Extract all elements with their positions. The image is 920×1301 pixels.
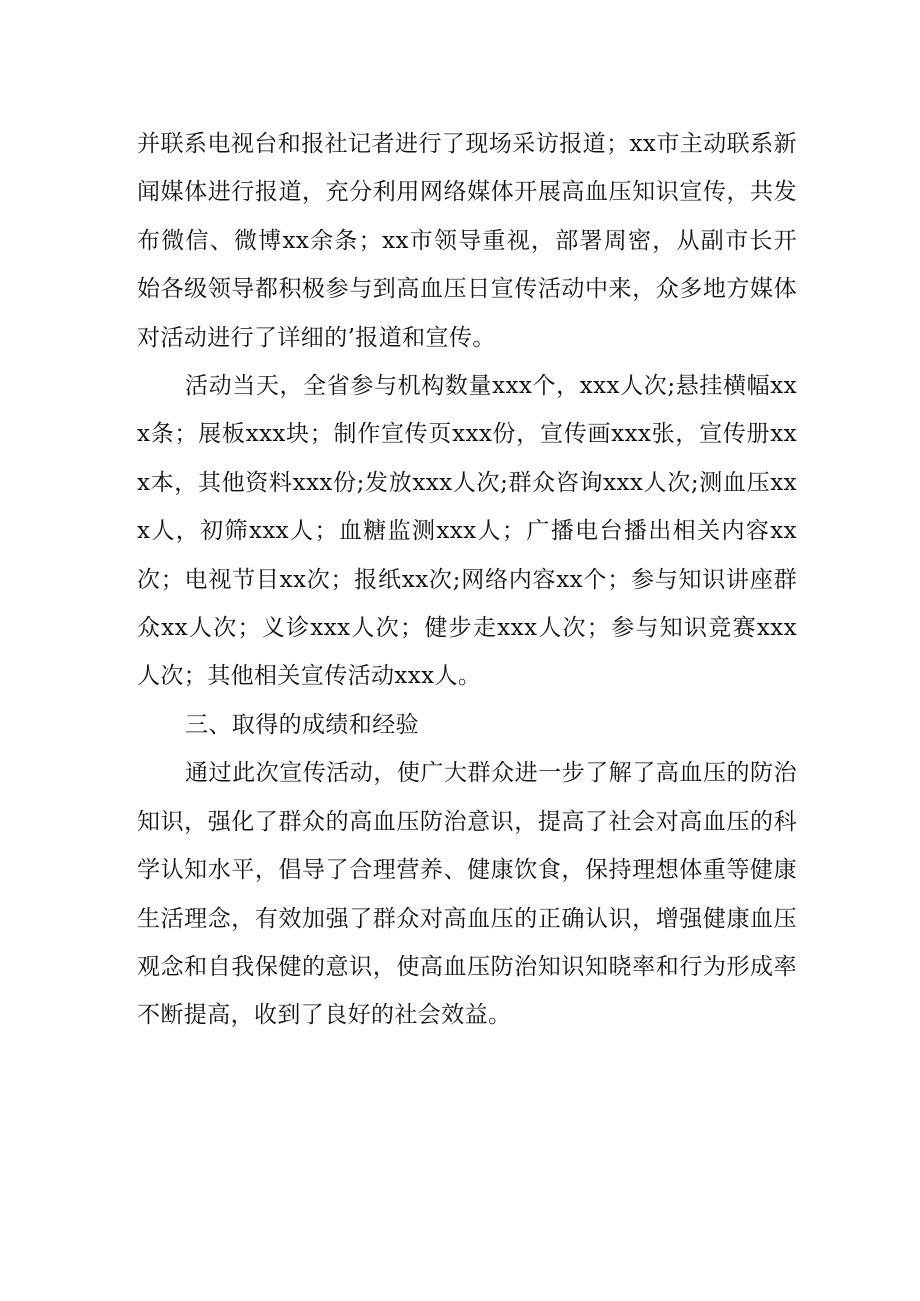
section-heading-achievements: 三、取得的成绩和经验 bbox=[185, 711, 419, 738]
document-body bbox=[137, 120, 797, 1040]
paragraph-activity-statistics: 活动当天，全省参与机构数量xxx个，xxx人次;悬挂横幅xxx条；展板xxx块；制作宣传页xxx份，宣传画xxx张，宣传册xxx本，其他资料xxx份;发放xxx人次;群众咨询xxx人次;测血压xxx人，初筛xxx人；血糖监测xxx人；广播电台播出相关内容xx次；电视节目xx次；报纸xx次;网络内容xx个；参与知识讲座群众xx人次；义诊xxx人次；健步走xxx人次；参与知识竞赛xxx人次；其他相关宣传活动xxx人。 bbox=[137, 373, 797, 690]
paragraph-media-coverage: 并联系电视台和报社记者进行了现场采访报道；xx市主动联系新闻媒体进行报道，充分利用网络媒体开展高血压知识宣传，共发布微信、微博xx余条；xx市领导重视，部署周密，从副市长开始各级领导都积极参与到高血压日宣传活动中来，众多地方媒体对活动进行了详细的’报道和宣传。 bbox=[137, 131, 797, 351]
paragraph-achievements: 通过此次宣传活动，使广大群众进一步了解了高血压的防治知识，强化了群众的高血压防治意识，提高了社会对高血压的科学认知水平，倡导了合理营养、健康饮食，保持理想体重等健康生活理念，有效加强了群众对高血压的正确认识，增强健康血压观念和自我保健的意识，使高血压防治知识知晓率和行为形成率不断提高，收到了良好的社会效益。 bbox=[137, 760, 797, 1029]
